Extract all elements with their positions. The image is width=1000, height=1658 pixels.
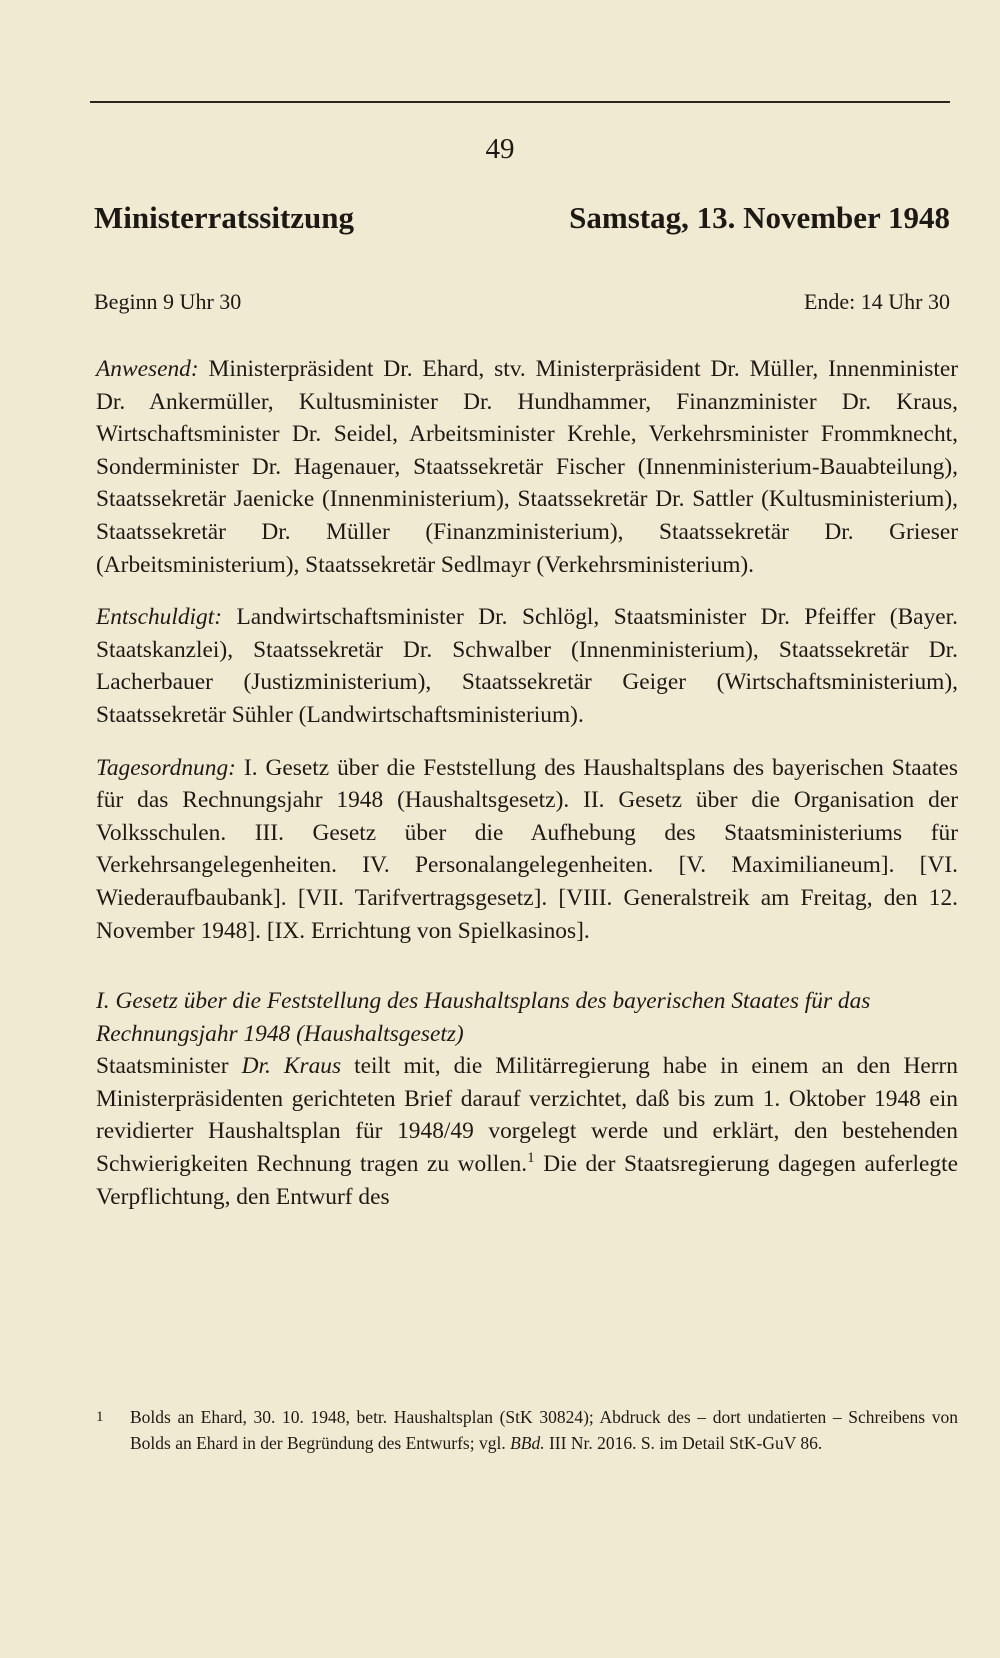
agenda-paragraph: [96, 752, 958, 948]
section-text-2: Die der Staatsregierung dagegen auferlegte Verpflichtung, den Entwurf des: [96, 1151, 958, 1210]
agenda-text: I. Gesetz über die Feststellung des Haushaltsplans des bayerischen Staates für das Rechnungsjahr 1948 (Haushaltsgesetz). II. Gesetz über die Organisation der Volksschulen. III. Gesetz über die Aufhebung des Staatsministeriums für Verkehrsangelegenheiten. IV. Personalangelegenheiten. [V. Maximilianeum]. [VI. Wiederaufbaubank]. [VII. Tarifvertragsgesetz]. [VIII. Generalstreik am Freitag, den 12. November 1948]. [IX. Errichtung von Spielkasinos].: [96, 754, 958, 944]
attendance-label: Anwesend:: [96, 356, 199, 382]
session-title: Ministerratssitzung: [94, 200, 355, 235]
section-pre: Staatsminister: [96, 1053, 242, 1080]
excused-text: Landwirtschaftsminister Dr. Schlögl, Staatsminister Dr. Pfeiffer (Bayer. Staatskanzlei), Staatssekretär Dr. Schwalber (Innenministerium), Staatssekretär Dr. Lacherbauer (Justizministerium), Staatssekretär Geiger (Wirtschaftsministerium), Staatssekretär Sühler (Landwirtschaftsministerium).: [96, 604, 958, 728]
begin-time: Beginn 9 Uhr 30: [94, 289, 242, 314]
footnote: [96, 1404, 958, 1456]
section-text-1: teilt mit, die Militärregierung habe in einem an den Herrn Ministerpräsidenten gerichteten Brief darauf verzichtet, daß bis zum 1. Oktober 1948 ein revidierter Haushaltsplan für 1948/49 vorgelegt werde und erklärt, den bestehenden Schwierigkeiten Rechnung tragen zu wollen.: [96, 1053, 958, 1178]
section-speaker: Dr. Kraus: [241, 1053, 342, 1080]
time-row: [94, 289, 950, 315]
session-date: Samstag, 13. November 1948: [569, 200, 950, 235]
excused-paragraph: [96, 601, 958, 731]
page-number: 49: [485, 133, 515, 165]
footnote-number: 1: [96, 1409, 104, 1425]
end-time: Ende: 14 Uhr 30: [803, 289, 950, 314]
attendance-text: Ministerpräsident Dr. Ehard, stv. Ministerpräsident Dr. Müller, Innenminister Dr. Ankermüller, Kultusminister Dr. Hundhammer, Finanzminister Dr. Kraus, Wirtschaftsminister Dr. Seidel, Arbeitsminister Krehle, Verkehrsminister Frommknecht, Sonderminister Dr. Hagenauer, Staatssekretär Fischer (Innenministerium-Bauabteilung), Staatssekretär Jaenicke (Innenministerium), Staatssekretär Dr. Sattler (Kultusministerium), Staatssekretär Dr. Müller (Finanzministerium), Staatssekretär Dr. Grieser (Arbeitsministerium), Staatssekretär Sedlmayr (Verkehrsministerium).: [96, 356, 958, 578]
agenda-label: Tagesordnung:: [96, 754, 236, 781]
footnote-text-a: Bolds an Ehard, 30. 10. 1948, betr. Haushaltsplan (StK 30824); Abdruck des – dort undatierten – Schreibens von Bolds an Ehard in der Begründung des Entwurfs; vgl.: [130, 1407, 958, 1453]
footnote-text: [130, 1404, 958, 1456]
excused-label: Entschuldigt:: [96, 604, 223, 631]
attendance-paragraph: [96, 353, 958, 581]
section-paragraph: [96, 1050, 958, 1213]
body-text: [96, 353, 958, 1213]
footnote-text-b: III Nr. 2016. S. im Detail StK-GuV 86.: [544, 1433, 823, 1453]
section-heading: I. Gesetz über die Feststellung des Haushaltsplans des bayerischen Staates für das Rechnungsjahr 1948 (Haushaltsgesetz): [96, 988, 871, 1047]
header-rule: [90, 101, 950, 103]
footnote-italic: BBd.: [510, 1433, 545, 1453]
title-row: [94, 200, 950, 236]
footnote-reference[interactable]: 1: [527, 1150, 535, 1167]
